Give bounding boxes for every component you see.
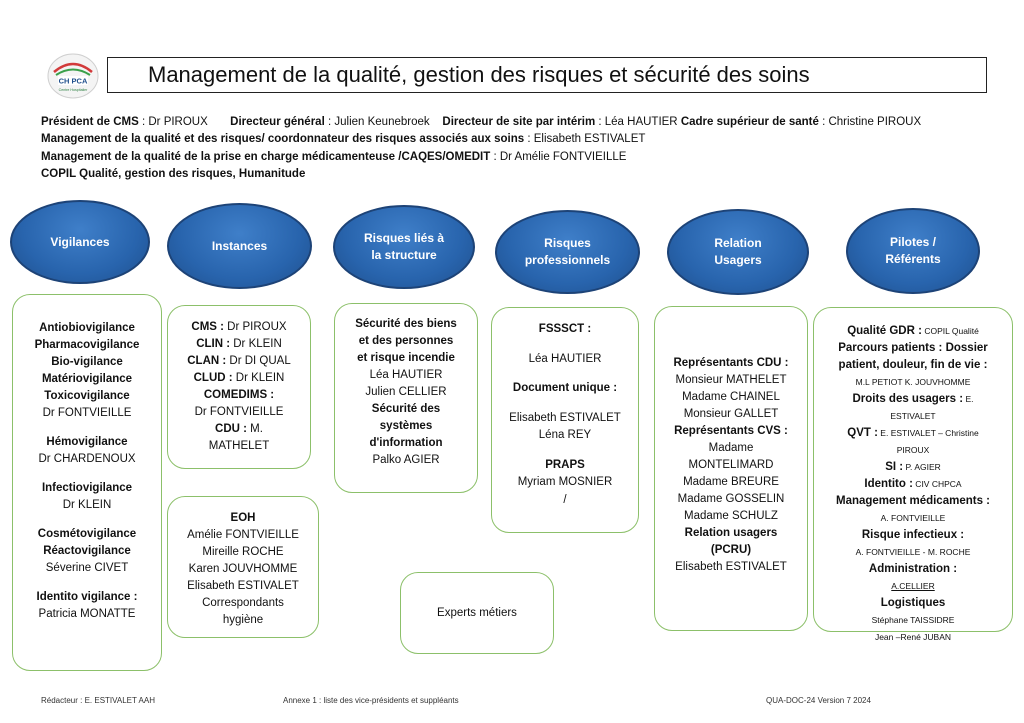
eoh-line <box>168 612 318 629</box>
footer-annexe: Annexe 1 : liste des vice-présidents et suppléants <box>283 696 459 705</box>
spacer <box>13 577 161 589</box>
line-heading: QVT : <box>847 427 878 439</box>
line-small-text: Jean –René JUBAN <box>874 632 952 642</box>
instances-line <box>168 336 310 353</box>
structure-line <box>335 316 477 333</box>
line-heading: Qualité GDR : <box>847 325 922 337</box>
professionnels-line <box>492 474 638 492</box>
line-text: Léna REY <box>538 429 592 441</box>
line-heading: CDU : <box>215 423 247 435</box>
structure-line <box>335 401 477 418</box>
pilotes-line <box>814 374 1012 391</box>
line-text: MONTELIMARD <box>688 459 774 471</box>
vigilances-line <box>13 497 161 514</box>
line-text: Dr KLEIN <box>232 372 285 384</box>
line-heading: Antiobiovigilance <box>39 322 135 334</box>
line-text: M. <box>246 423 263 435</box>
structure-line <box>335 367 477 384</box>
line-text: / <box>563 493 567 506</box>
professionnels-line <box>492 492 638 510</box>
line-text: Madame BREURE <box>683 476 779 488</box>
structure-line <box>335 452 477 469</box>
instances-line <box>168 404 310 421</box>
vigilances-line <box>13 543 161 560</box>
line-text: Julien CELLIER <box>365 386 447 398</box>
line-heading: Droits des usagers : <box>852 393 964 405</box>
usagers-line <box>655 355 807 372</box>
professionnels-line <box>492 321 638 339</box>
line-heading: Matériovigilance <box>41 373 133 385</box>
eoh-line <box>168 595 318 612</box>
spacer <box>13 468 161 480</box>
line-text: Mireille ROCHE <box>202 546 284 558</box>
line-small-text: P. AGIER <box>903 462 941 472</box>
usagers-line <box>655 457 807 474</box>
line-heading: et risque incendie <box>357 352 455 364</box>
oval-vigilances: Vigilances <box>10 200 150 284</box>
line-text: Léa HAUTIER <box>369 369 443 381</box>
line-small-text: A. FONTVIEILLE - M. ROCHE <box>855 547 971 557</box>
structure-line <box>335 418 477 435</box>
professionnels-line <box>492 410 638 428</box>
vigilances-line <box>13 434 161 451</box>
footer-redacteur: Rédacteur : E. ESTIVALET AAH <box>41 696 155 705</box>
vigilances-line <box>13 589 161 606</box>
structure-line <box>335 384 477 401</box>
pilotes-line <box>814 357 1012 374</box>
spacer <box>492 398 638 410</box>
line-heading: PRAPS <box>545 458 585 471</box>
box-pilotes-referents <box>813 307 1013 642</box>
line-text: Dr FONTVIEILLE <box>42 407 132 419</box>
pilotes-line <box>814 425 1012 442</box>
line-text: Dr PIROUX <box>223 321 287 333</box>
header-line-2: Management de la qualité et des risques/ coordonnateur des risques associés aux soins : Elisabeth ESTIVALET <box>41 133 646 145</box>
pilotes-line <box>814 612 1012 629</box>
line-text: Dr KLEIN <box>62 499 112 511</box>
line-heading: Cosmétovigilance <box>37 528 137 540</box>
instances-line <box>168 319 310 336</box>
line-text: Dr CHARDENOUX <box>38 453 136 465</box>
instances-line <box>168 370 310 387</box>
line-text: Dr KLEIN <box>230 338 282 350</box>
instances-line <box>168 421 310 438</box>
vigilances-line <box>13 560 161 577</box>
line-text: Dr FONTVIEILLE <box>194 406 284 418</box>
line-heading: Risque infectieux : <box>861 529 965 541</box>
pilotes-line <box>814 323 1012 340</box>
line-text: Monsieur GALLET <box>683 408 779 420</box>
line-heading: d'information <box>369 437 443 449</box>
instances-line <box>168 353 310 370</box>
line-heading: Sécurité des biens <box>355 318 457 330</box>
pilotes-line <box>814 391 1012 408</box>
eoh-line <box>168 561 318 578</box>
eoh-line <box>168 544 318 561</box>
line-text: Séverine CIVET <box>45 562 129 574</box>
line-text: Madame <box>708 442 754 454</box>
line-heading: Document unique : <box>512 382 618 394</box>
line-heading: EOH <box>230 512 256 524</box>
line-small-text: CIV CHPCA <box>912 479 962 489</box>
oval-risques-structure: Risques liés à la structure <box>333 205 475 289</box>
box-relation-usagers <box>654 306 808 631</box>
line-heading: Relation usagers <box>684 527 778 539</box>
vigilances-line <box>13 606 161 623</box>
eoh-line <box>168 578 318 595</box>
line-heading: Hémovigilance <box>46 436 128 448</box>
oval-risques-professionnels: Risques professionnels <box>495 210 640 294</box>
line-text: hygiène <box>222 614 264 626</box>
line-heading: Identito vigilance : <box>36 591 138 603</box>
spacer <box>13 514 161 526</box>
line-text: Elisabeth ESTIVALET <box>675 561 787 573</box>
title-box <box>107 57 987 93</box>
page-title: Management de la qualité, gestion des risques et sécurité des soins <box>148 62 810 87</box>
line-heading: (PCRU) <box>710 544 752 556</box>
vigilances-line <box>13 337 161 354</box>
oval-instances: Instances <box>167 203 312 289</box>
line-text: Dr DI QUAL <box>226 355 291 367</box>
line-heading: Pharmacovigilance <box>34 339 140 351</box>
line-heading: Logistiques <box>880 597 946 609</box>
line-heading: CLUD : <box>193 372 233 384</box>
professionnels-line <box>492 427 638 445</box>
line-text: Palko AGIER <box>372 454 440 466</box>
line-heading: Bio-vigilance <box>51 356 123 368</box>
spacer <box>492 368 638 380</box>
professionnels-line <box>492 351 638 369</box>
experts-metiers-label: Experts métiers <box>437 606 517 619</box>
line-heading: Représentants CVS : <box>674 425 788 437</box>
eoh-line <box>168 510 318 527</box>
line-heading: Infectiovigilance <box>41 482 133 494</box>
box-risques-professionnels <box>491 307 639 533</box>
professionnels-line <box>492 380 638 398</box>
line-heading: COMEDIMS : <box>203 389 275 401</box>
professionnels-line <box>492 457 638 475</box>
line-text: Madame GOSSELIN <box>677 493 785 505</box>
line-small-text: COPIL Qualité <box>921 326 979 336</box>
chpca-logo <box>46 52 100 100</box>
usagers-line <box>655 542 807 559</box>
line-small-text: E. ESTIVALET – Christine <box>877 428 979 438</box>
structure-line <box>335 350 477 367</box>
line-text: Elisabeth ESTIVALET <box>509 411 621 424</box>
line-text: Madame SCHULZ <box>684 510 778 522</box>
line-heading: Toxicovigilance <box>44 390 130 402</box>
line-heading: Sécurité des <box>371 403 441 415</box>
header-line-4: COPIL Qualité, gestion des risques, Humanitude <box>41 168 306 180</box>
line-text: Karen JOUVHOMME <box>188 563 298 575</box>
box-risques-structure <box>334 303 478 493</box>
instances-line <box>168 387 310 404</box>
line-heading: Parcours patients : Dossier <box>838 342 988 354</box>
line-heading: CMS : <box>191 321 224 333</box>
vigilances-line <box>13 451 161 468</box>
vigilances-line <box>13 526 161 543</box>
vigilances-line <box>13 371 161 388</box>
line-heading: Administration : <box>868 563 958 575</box>
usagers-line <box>655 525 807 542</box>
line-text: Amélie FONTVIEILLE <box>187 529 299 541</box>
svg-text:Centre Hospitalier: Centre Hospitalier <box>58 88 88 92</box>
structure-line <box>335 333 477 350</box>
usagers-line <box>655 474 807 491</box>
line-text: Patricia MONATTE <box>38 608 136 620</box>
spacer <box>492 339 638 351</box>
line-heading: Représentants CDU : <box>673 357 789 369</box>
line-small-text: A. FONTVIEILLE <box>880 513 946 523</box>
usagers-line <box>655 491 807 508</box>
box-vigilances <box>12 294 162 671</box>
line-heading: Identito : <box>864 478 913 490</box>
pilotes-line <box>814 595 1012 612</box>
line-text: Elisabeth ESTIVALET <box>187 580 299 592</box>
line-text: Madame CHAINEL <box>682 391 780 403</box>
pilotes-line <box>814 476 1012 493</box>
oval-pilotes-referents: Pilotes / Référents <box>846 208 980 294</box>
instances-line <box>168 438 310 455</box>
usagers-line <box>655 423 807 440</box>
header-line-1: Président de CMS : Dr PIROUX Directeur général : Julien Keunebroek Directeur de site par intérim : Léa HAUTIER Cadre supérieur de santé : Christine PIROUX <box>41 116 922 128</box>
line-text: Léa HAUTIER <box>528 352 602 365</box>
vigilances-line <box>13 405 161 422</box>
line-small-text: E. <box>963 394 974 404</box>
vigilances-line <box>13 388 161 405</box>
pilotes-line <box>814 459 1012 476</box>
pilotes-line <box>814 629 1012 646</box>
line-heading: et des personnes <box>358 335 454 347</box>
oval-relation-usagers: Relation Usagers <box>667 209 809 295</box>
spacer <box>13 422 161 434</box>
usagers-line <box>655 406 807 423</box>
pilotes-line <box>814 544 1012 561</box>
pilotes-line <box>814 561 1012 578</box>
usagers-line <box>655 372 807 389</box>
eoh-line <box>168 527 318 544</box>
footer-version: QUA-DOC-24 Version 7 2024 <box>766 696 871 705</box>
svg-text:CH PCA: CH PCA <box>58 76 88 86</box>
line-text: Myriam MOSNIER <box>517 476 613 488</box>
line-text: MATHELET <box>208 440 270 452</box>
line-heading: Management médicaments : <box>835 495 990 507</box>
vigilances-line <box>13 354 161 371</box>
spacer <box>492 445 638 457</box>
line-heading: patient, douleur, fin de vie : <box>838 359 988 371</box>
line-text: Monsieur MATHELET <box>675 374 787 386</box>
line-heading: SI : <box>885 461 904 473</box>
header-line-3: Management de la qualité de la prise en charge médicamenteuse /CAQES/OMEDIT : Dr Amélie FONTVIEILLE <box>41 151 627 163</box>
line-small-text: ESTIVALET <box>890 411 936 421</box>
line-heading: FSSSCT : <box>538 323 592 335</box>
line-small-text: A.CELLIER <box>891 581 935 591</box>
box-instances <box>167 305 311 469</box>
line-small-text: PIROUX <box>896 445 930 455</box>
box-eoh <box>167 496 319 638</box>
line-small-text: Stéphane TAISSIDRE <box>871 615 955 625</box>
line-small-text: M.L PETIOT K. JOUVHOMME <box>855 377 971 387</box>
pilotes-line <box>814 408 1012 425</box>
vigilances-line <box>13 320 161 337</box>
line-heading: CLIN : <box>196 338 231 350</box>
vigilances-line <box>13 480 161 497</box>
pilotes-line <box>814 510 1012 527</box>
usagers-line <box>655 559 807 576</box>
pilotes-line <box>814 442 1012 459</box>
pilotes-line <box>814 527 1012 544</box>
structure-line <box>335 435 477 452</box>
line-heading: systèmes <box>379 420 433 432</box>
line-heading: Réactovigilance <box>43 545 131 557</box>
line-heading: CLAN : <box>187 355 227 367</box>
pilotes-line <box>814 578 1012 595</box>
line-text: Correspondants <box>202 597 284 609</box>
usagers-line <box>655 389 807 406</box>
pilotes-line <box>814 340 1012 357</box>
pilotes-line <box>814 493 1012 510</box>
usagers-line <box>655 508 807 525</box>
box-experts-metiers <box>400 572 554 654</box>
usagers-line <box>655 440 807 457</box>
